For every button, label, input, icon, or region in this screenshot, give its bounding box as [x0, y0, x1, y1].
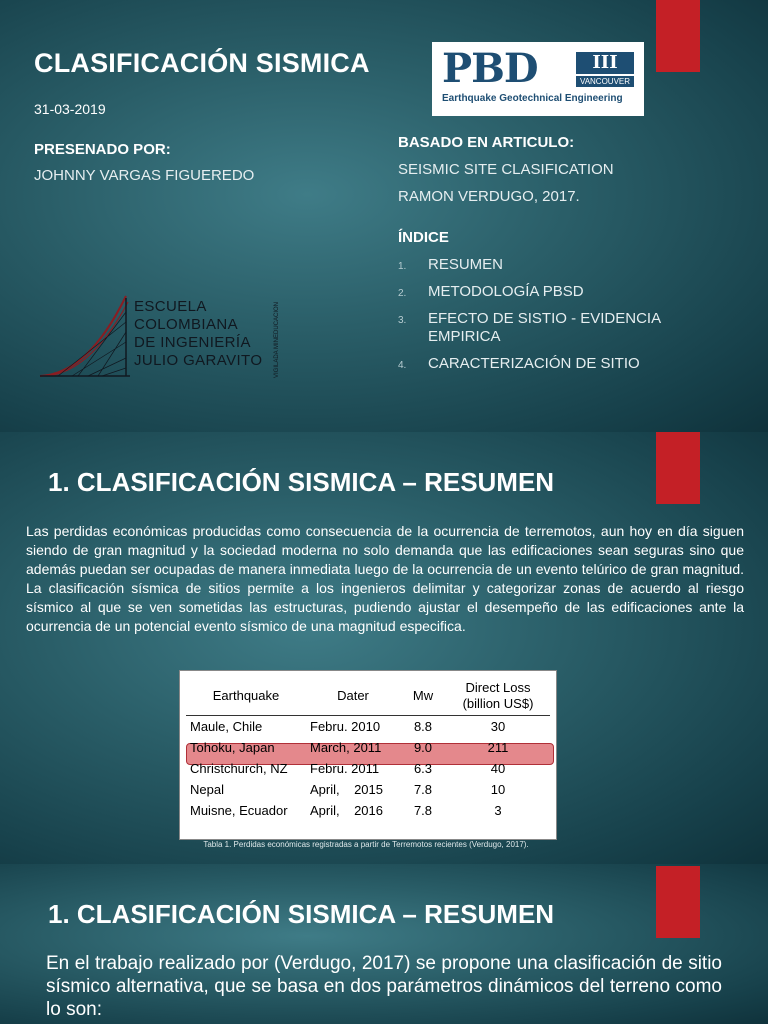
index-item: 2. METODOLOGÍA PBSD: [398, 283, 584, 300]
logo-pbd-text: PBD: [442, 45, 538, 92]
index-list: [398, 256, 698, 382]
col-direct-loss: Direct Loss (billion US$): [446, 677, 550, 716]
article-title: SEISMIC SITE CLASIFICATION: [398, 161, 614, 178]
table-row: Christchurch, NZ Febru. 2011 6.3 40: [190, 761, 506, 776]
index-item: 3. EFECTO DE SISTIO - EVIDENCIA EMPIRICA: [398, 310, 661, 345]
earthquake-loss-table: [179, 670, 557, 840]
section-title: 1. CLASIFICACIÓN SISMICA – RESUMEN: [48, 467, 555, 497]
summary-paragraph: En el trabajo realizado por (Verdugo, 2017) se propone una clasificación de sitio sísmico alternativa, que se basa en dos parámetros dinámicos del terreno como lo son:: [46, 953, 722, 1020]
col-dater: Dater: [306, 677, 400, 716]
table-row: Muisne, Ecuador April, 2016 7.8 3: [190, 803, 502, 818]
red-accent-bar: [656, 0, 700, 72]
escuela-mark-icon: [38, 292, 134, 378]
pbd-logo: [432, 42, 644, 116]
presented-label: PRESENADO POR:: [34, 141, 171, 158]
col-earthquake: Earthquake: [186, 677, 306, 716]
logo-subtitle: Earthquake Geotechnical Engineering: [442, 93, 623, 104]
section-title: 1. CLASIFICACIÓN SISMICA – RESUMEN: [48, 899, 555, 929]
loss-table: [186, 677, 550, 821]
index-item: 4. CARACTERIZACIÓN DE SITIO: [398, 355, 640, 372]
escuela-vertical-text: VIGILADA MINEDUCACIÓN: [274, 301, 280, 378]
date: 31-03-2019: [34, 101, 106, 117]
table-row: Nepal April, 2015 7.8 10: [190, 782, 506, 797]
escuela-logo: [38, 292, 288, 382]
escuela-name: ESCUELA COLOMBIANA DE INGENIERÍA JULIO GARAVITO: [134, 298, 263, 369]
slide-summary-continued: [0, 864, 768, 1024]
table-caption: Tabla 1. Perdidas económicas registradas a partir de Terremotos recientes (Verdugo, 2017).: [203, 840, 529, 849]
slide-summary: [0, 432, 768, 864]
table-row: Tohoku, Japan March, 2011 9.0 211: [190, 740, 509, 755]
slide-title: [0, 0, 768, 432]
logo-numeral: III: [576, 52, 634, 74]
table-header-row: [186, 677, 550, 716]
index-item: 1. RESUMEN: [398, 256, 504, 273]
red-accent-bar: [656, 432, 700, 504]
table-row: Maule, Chile Febru. 2010 8.8 30: [190, 719, 506, 734]
summary-paragraph: Las perdidas económicas producidas como consecuencia de la ocurrencia de terremotos, aun hoy en día siguen siendo de gran magnitud y la sociedad moderna no solo demanda que las edificaciones sean seguras sino que además puedan ser ocupadas de manera inmediata luego de la ocurrencia de un evento telúrico de gran magnitud. La clasificación sísmica de sitios permite a los ingenieros delimitar y categorizar zonas de acuerdo al riesgo sísmico al que se ven sometidas las estructuras, pudiendo ajustar el desempeño de las edificaciones ante la ocurrencia de un potencial evento sísmico de una magnitud especifica.: [26, 523, 744, 634]
index-label: ÍNDICE: [398, 229, 449, 246]
logo-city: VANCOUVER: [576, 76, 634, 87]
based-label: BASADO EN ARTICULO:: [398, 134, 575, 151]
red-accent-bar: [656, 866, 700, 938]
page-title: CLASIFICACIÓN SISMICA: [34, 48, 370, 78]
presenter-name: JOHNNY VARGAS FIGUEREDO: [34, 167, 255, 184]
col-mw: Mw: [400, 677, 446, 716]
article-author: RAMON VERDUGO, 2017.: [398, 188, 580, 205]
